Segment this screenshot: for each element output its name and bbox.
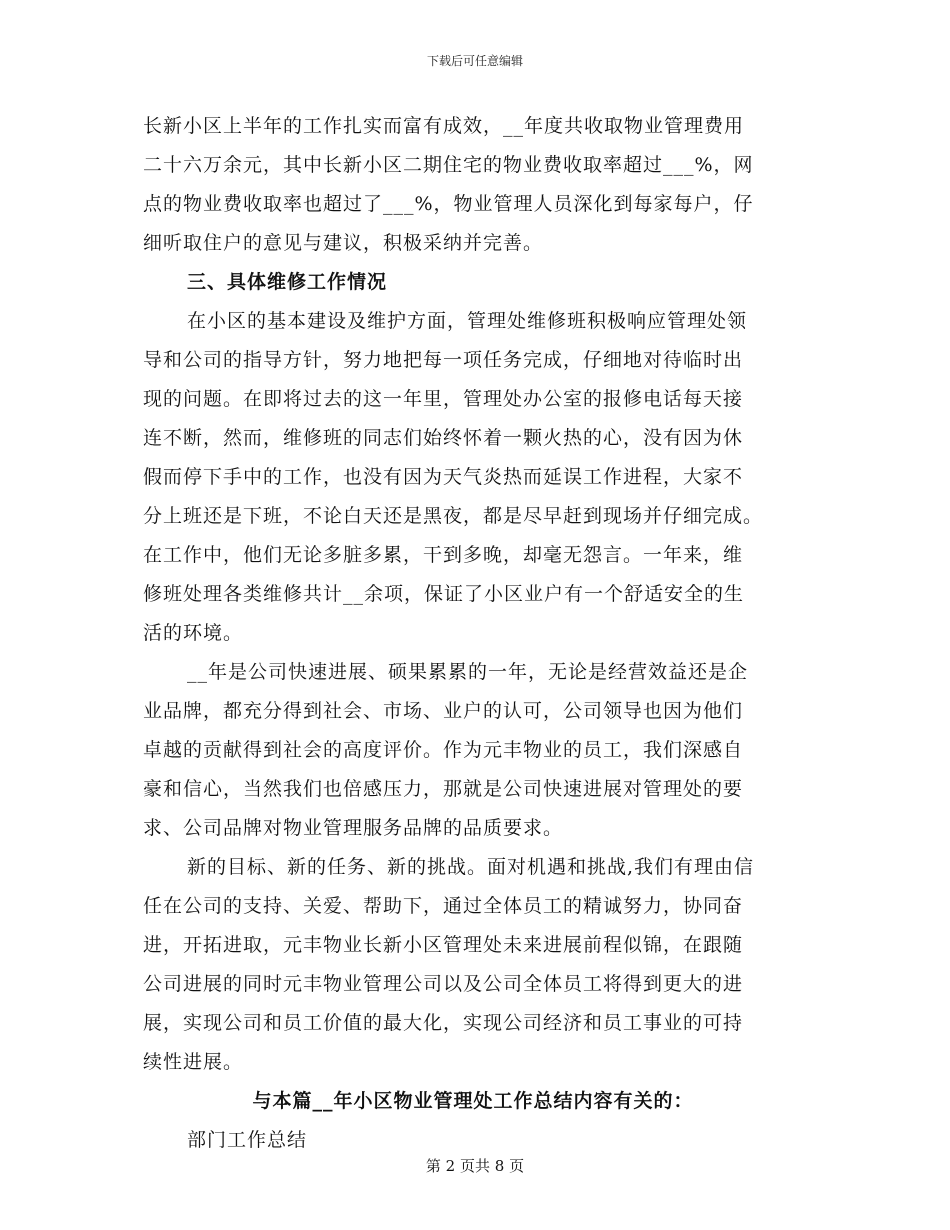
- body-line: 长新小区上半年的工作扎实而富有成效，__年度共收取物业管理费用: [143, 115, 745, 137]
- body-line: 修班处理各类维修共计__余项，保证了小区业户有一个舒适安全的生: [143, 583, 745, 605]
- body-line: 细听取住户的意见与建议，积极采纳并完善。: [143, 232, 544, 254]
- body-line: 任在公司的支持、关爱、帮助下，通过全体员工的精诚努力，协同奋: [143, 895, 744, 917]
- body-line: 在工作中，他们无论多脏多累，干到多晚，却毫无怨言。一年来，维: [143, 544, 744, 566]
- body-line: 分上班还是下班，不论白天还是黑夜，都是尽早赶到现场并仔细完成。: [143, 505, 764, 527]
- body-line: 豪和信心，当然我们也倍感压力，那就是公司快速进展对管理处的要: [143, 778, 744, 800]
- section-heading: 三、具体维修工作情况: [187, 271, 388, 293]
- body-line: 公司进展的同时元丰物业管理公司以及公司全体员工将得到更大的进: [143, 973, 744, 995]
- body-line: 求、公司品牌对物业管理服务品牌的品质要求。: [143, 817, 564, 839]
- page-footer: 第 2 页共 8 页: [425, 1157, 525, 1175]
- page-header: 下载后可任意编辑: [426, 54, 523, 68]
- body-line: 进，开拓进取，元丰物业长新小区管理处未来进展前程似锦，在跟随: [143, 934, 744, 956]
- body-line: 续性进展。: [143, 1051, 244, 1073]
- body-line: 点的物业费收取率也超过了___%，物业管理人员深化到每家每户，仔: [143, 193, 754, 215]
- body-line: 展，实现公司和员工价值的最大化，实现公司经济和员工事业的可持: [143, 1012, 744, 1034]
- body-line: 卓越的贡献得到社会的高度评价。作为元丰物业的员工，我们深感自: [143, 739, 744, 761]
- body-line: 假而停下手中的工作，也没有因为天气炎热而延误工作进程，大家不: [143, 466, 744, 488]
- body-line: 业品牌，都充分得到社会、市场、业户的认可，公司领导也因为他们: [143, 700, 744, 722]
- body-line: 活的环境。: [143, 622, 244, 644]
- document-body: [143, 107, 803, 1160]
- body-line: 现的问题。在即将过去的这一年里，管理处办公室的报修电话每天接: [143, 388, 744, 410]
- related-link[interactable]: 部门工作总结: [187, 1129, 308, 1151]
- body-line: 二十六万余元，其中长新小区二期住宅的物业费收取率超过___%，网: [143, 154, 754, 176]
- related-heading: 与本篇__年小区物业管理处工作总结内容有关的：: [252, 1090, 694, 1112]
- body-line: 新的目标、新的任务、新的挑战。面对机遇和挑战,我们有理由信: [187, 856, 755, 878]
- body-line: 在小区的基本建设及维护方面，管理处维修班积极响应管理处领: [187, 310, 748, 332]
- body-line: 导和公司的指导方针，努力地把每一项任务完成，仔细地对待临时出: [143, 349, 744, 371]
- body-line: __年是公司快速进展、硕果累累的一年，无论是经营效益还是企: [187, 661, 749, 683]
- body-line: 连不断，然而，维修班的同志们始终怀着一颗火热的心，没有因为休: [143, 427, 744, 449]
